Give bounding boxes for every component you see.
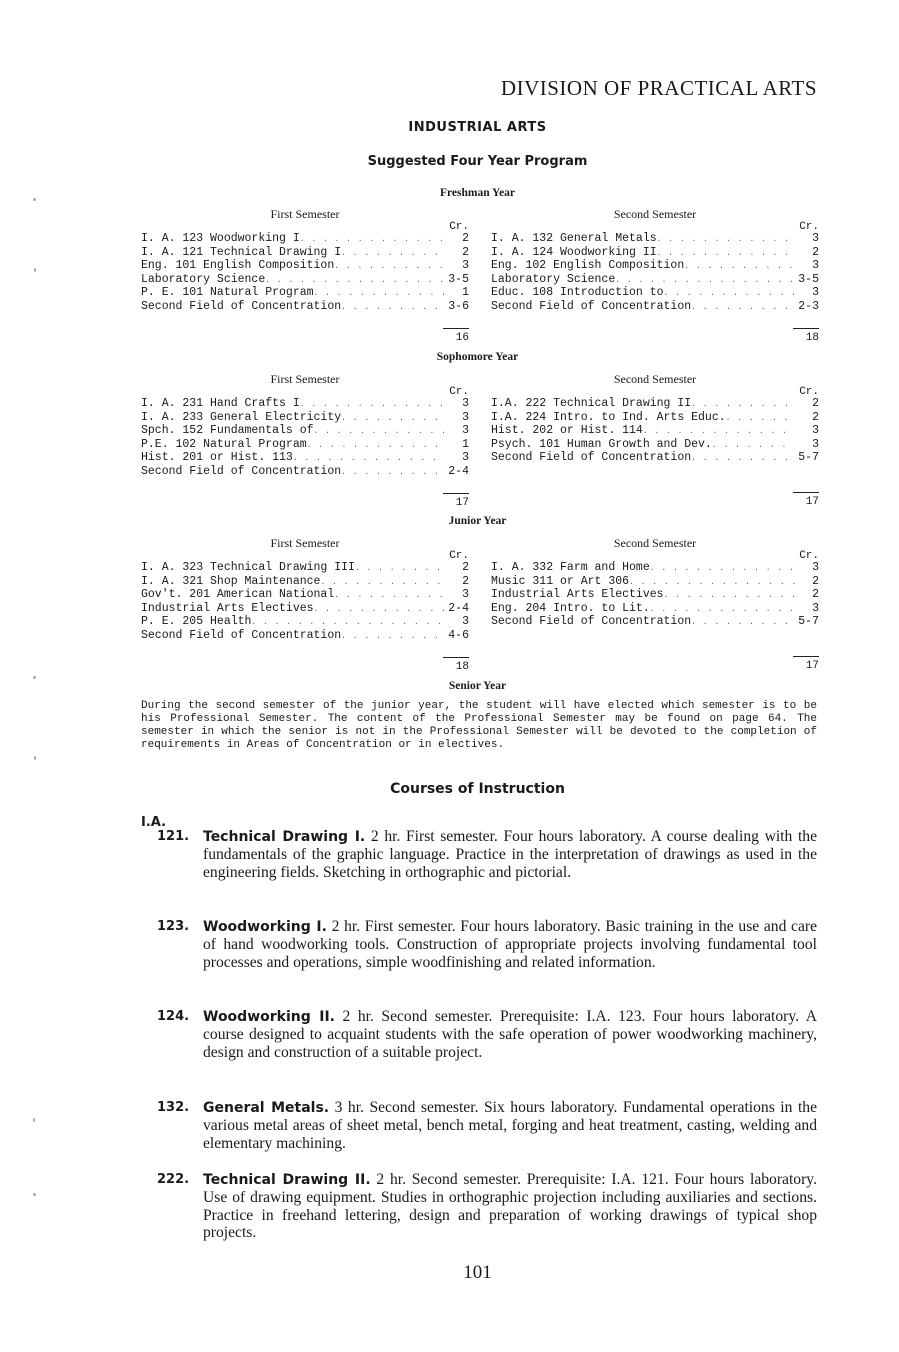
program-course-credits: 2	[812, 410, 819, 424]
semester-total: 18	[805, 331, 819, 344]
semester-heading: First Semester	[270, 536, 340, 550]
leader-dots	[712, 439, 795, 453]
junior-first-semester	[141, 537, 469, 673]
program-course-credits: 3	[462, 397, 469, 410]
junior-year-title: Junior Year	[448, 515, 507, 527]
leader-dots	[265, 274, 445, 288]
program-course-row	[141, 274, 469, 288]
program-course-credits: 3	[812, 259, 819, 273]
program-course-credits: 2	[812, 574, 819, 588]
program-course-name: Second Field of Concentration	[141, 628, 342, 642]
sophomore-second-semester	[491, 373, 819, 509]
sophomore-first-semester	[141, 373, 469, 509]
program-course-name: I. A. 123 Woodworking I	[141, 232, 300, 245]
scan-speck	[33, 676, 36, 679]
program-course-name: Second Field of Concentration	[491, 615, 692, 629]
senior-year-title: Senior Year	[448, 680, 507, 692]
leader-dots	[314, 287, 445, 301]
freshman-first-semester	[141, 208, 469, 344]
program-course-name: Music 311 or Art 306	[491, 574, 630, 588]
course-title: Woodworking I.	[203, 919, 327, 935]
program-course-credits: 3-5	[448, 272, 469, 286]
leader-dots	[726, 412, 795, 426]
course-list	[141, 562, 469, 644]
program-course-credits: 3	[462, 259, 469, 273]
leader-dots	[341, 247, 445, 261]
program-course-credits: 5-7	[798, 451, 819, 465]
course-number: 124.	[157, 1009, 190, 1024]
leader-dots	[341, 466, 445, 480]
leader-dots	[650, 603, 795, 617]
program-course-name: Second Field of Concentration	[141, 299, 342, 313]
semester-total: 17	[455, 496, 469, 509]
program-course-name: I. A. 124 Woodworking II	[491, 245, 657, 259]
program-course-credits: 1	[462, 286, 469, 300]
leader-dots	[341, 412, 445, 426]
program-course-row	[491, 260, 819, 274]
program-course-row	[141, 616, 469, 630]
program-course-name: I. A. 132 General Metals	[491, 232, 657, 245]
course-entry	[141, 1099, 817, 1152]
scan-speck	[34, 268, 36, 272]
freshman-second-semester	[491, 208, 819, 344]
program-course-credits: 3	[812, 601, 819, 615]
program-course-row	[491, 452, 819, 466]
semester-total: 17	[805, 659, 819, 672]
program-course-name: I. A. 231 Hand Crafts I	[141, 397, 300, 410]
course-description: 2 hr. First semester. Four hours laboratory. Basic training in the use and care of hand woodworking tools. Construction of appropriate projects involving fundamental tool processes and operations, simple woodfinishing and related information.	[203, 918, 817, 971]
program-course-credits: 2	[812, 588, 819, 602]
credit-column-label: Cr.	[449, 386, 469, 398]
semester-heading: First Semester	[270, 207, 340, 221]
leader-dots	[300, 233, 445, 247]
program-course-row	[491, 616, 819, 630]
program-course-credits: 2	[462, 232, 469, 245]
semester-heading: Second Semester	[613, 372, 697, 386]
program-course-row	[491, 603, 819, 617]
program-course-name: P. E. 101 Natural Program	[141, 286, 314, 300]
program-course-credits: 2	[462, 574, 469, 588]
division-heading: DIVISION OF PRACTICAL ARTS	[500, 76, 817, 100]
course-number: 132.	[157, 1100, 190, 1115]
sophomore-year-title: Sophomore Year	[436, 351, 519, 363]
program-course-name: Hist. 201 or Hist. 113	[141, 451, 293, 465]
semester-total: 18	[455, 660, 469, 673]
program-course-name: Industrial Arts Electives	[141, 601, 314, 615]
program-course-row	[491, 398, 819, 412]
course-list	[491, 233, 819, 315]
leader-dots	[615, 274, 795, 288]
program-course-row	[491, 425, 819, 439]
program-course-row	[491, 247, 819, 261]
leader-dots	[334, 589, 445, 603]
program-course-name: Laboratory Science	[491, 272, 616, 286]
program-title: Suggested Four Year Program	[367, 154, 588, 169]
leader-dots	[643, 425, 795, 439]
course-description: 2 hr. Second semester. Prerequisite: I.A. 123. Four hours laboratory. A course designed to acquaint students with the safe operation of power woodworking machinery, design and construction of a suitable project.	[203, 1008, 817, 1061]
program-course-credits: 5-7	[798, 615, 819, 629]
program-course-credits: 2	[812, 397, 819, 410]
program-course-credits: 4-6	[448, 628, 469, 642]
leader-dots	[341, 301, 445, 315]
semester-total: 17	[805, 495, 819, 508]
program-course-credits: 2-4	[448, 464, 469, 478]
course-entry	[141, 918, 817, 971]
credit-column-label: Cr.	[449, 221, 469, 233]
program-course-credits: 3	[812, 232, 819, 245]
scan-speck	[33, 198, 36, 201]
leader-dots	[657, 233, 795, 247]
program-course-credits: 3-5	[798, 272, 819, 286]
program-course-name: P.E. 102 Natural Program	[141, 437, 307, 451]
program-course-credits: 3	[462, 588, 469, 602]
leader-dots	[664, 589, 795, 603]
leader-dots	[307, 439, 445, 453]
program-course-row	[491, 562, 819, 576]
senior-year-paragraph: During the second semester of the junior year, the student will have elected which semester is to be his Professional Semester. The content of the Professional Semester may be found on page 64. The semester in which the senior is not in the Professional Semester will be devoted to the completion of requirements in Areas of Concentration or in electives.	[141, 700, 817, 751]
program-course-name: Second Field of Concentration	[141, 464, 342, 478]
program-course-credits: 2	[462, 245, 469, 259]
leader-dots	[341, 630, 445, 644]
program-course-credits: 1	[462, 437, 469, 451]
program-course-name: I. A. 323 Technical Drawing III	[141, 561, 355, 574]
credit-column-label: Cr.	[799, 550, 819, 562]
leader-dots	[684, 260, 795, 274]
program-course-name: Eng. 102 English Composition	[491, 259, 685, 273]
program-course-name: Second Field of Concentration	[491, 451, 692, 465]
program-course-row	[141, 233, 469, 247]
leader-dots	[691, 398, 795, 412]
program-course-row	[491, 412, 819, 426]
program-course-row	[491, 439, 819, 453]
program-course-credits: 3	[812, 561, 819, 574]
program-course-name: Eng. 101 English Composition	[141, 259, 335, 273]
leader-dots	[691, 616, 795, 630]
program-course-name: Second Field of Concentration	[491, 299, 692, 313]
leader-dots	[657, 247, 795, 261]
course-number: 121.	[157, 829, 190, 844]
course-entry	[141, 1008, 817, 1061]
leader-dots	[334, 260, 445, 274]
program-course-name: Spch. 152 Fundamentals of	[141, 424, 314, 438]
leader-dots	[691, 452, 795, 466]
program-course-name: Eng. 204 Intro. to Lit.	[491, 601, 650, 615]
program-course-row	[141, 287, 469, 301]
scan-speck	[34, 756, 36, 760]
course-list	[491, 398, 819, 466]
leader-dots	[355, 562, 445, 576]
program-course-credits: 3-6	[448, 299, 469, 313]
course-prefix: I.A.	[141, 815, 167, 830]
leader-dots	[691, 301, 795, 315]
program-course-row	[141, 260, 469, 274]
semester-heading: First Semester	[270, 372, 340, 386]
program-course-row	[141, 301, 469, 315]
course-number: 222.	[157, 1172, 190, 1187]
course-entry	[141, 828, 817, 881]
program-course-name: Industrial Arts Electives	[491, 588, 664, 602]
program-course-row	[141, 589, 469, 603]
program-course-credits: 3	[462, 410, 469, 424]
credit-column-label: Cr.	[799, 386, 819, 398]
program-course-credits: 3	[462, 451, 469, 465]
program-course-credits: 3	[812, 424, 819, 438]
leader-dots	[251, 616, 445, 630]
program-course-name: I. A. 332 Farm and Home	[491, 561, 650, 574]
leader-dots	[664, 287, 795, 301]
leader-dots	[314, 603, 445, 617]
program-course-credits: 3	[812, 286, 819, 300]
program-course-credits: 2-4	[448, 601, 469, 615]
program-course-row	[491, 301, 819, 315]
program-course-name: I. A. 321 Shop Maintenance	[141, 574, 321, 588]
program-course-row	[491, 274, 819, 288]
page-number: 101	[463, 1262, 492, 1283]
program-course-credits: 3	[462, 615, 469, 629]
section-title: INDUSTRIAL ARTS	[408, 120, 547, 135]
program-course-name: I.A. 222 Technical Drawing II	[491, 397, 692, 410]
program-course-row	[141, 576, 469, 590]
program-course-credits: 2	[812, 245, 819, 259]
leader-dots	[314, 425, 445, 439]
course-title: Technical Drawing I.	[203, 829, 366, 845]
leader-dots	[629, 576, 795, 590]
semester-heading: Second Semester	[613, 536, 697, 550]
program-course-name: P. E. 205 Health	[141, 615, 252, 629]
program-course-name: Educ. 108 Introduction to	[491, 286, 664, 300]
courses-title: Courses of Instruction	[390, 781, 565, 797]
semester-heading: Second Semester	[613, 207, 697, 221]
semester-total: 16	[455, 331, 469, 344]
scan-speck	[33, 1193, 36, 1196]
program-course-name: Psych. 101 Human Growth and Dev.	[491, 437, 712, 451]
program-course-row	[491, 576, 819, 590]
course-description: 2 hr. First semester. Four hours laboratory. A course dealing with the fundamentals of the graphic language. Practice in the interpretation of drawings as used in the engineering fields. Sketching in orthographic and pictorial.	[203, 828, 817, 881]
program-course-row	[491, 589, 819, 603]
course-description: 2 hr. Second semester. Prerequisite: I.A. 121. Four hours laboratory. Use of drawing equipment. Studies in orthographic projection including auxiliaries and sections. Practice in freehand lettering, design and preparation of working drawings of typical shop projects.	[203, 1171, 817, 1242]
course-title: Woodworking II.	[203, 1009, 335, 1025]
course-number: 123.	[157, 919, 190, 934]
freshman-year-title: Freshman Year	[439, 187, 516, 199]
scan-speck	[33, 1118, 35, 1122]
leader-dots	[320, 576, 445, 590]
program-course-row	[141, 425, 469, 439]
program-course-credits: 2	[462, 561, 469, 574]
course-list	[491, 562, 819, 630]
course-list	[141, 233, 469, 315]
leader-dots	[300, 398, 445, 412]
course-title: General Metals.	[203, 1100, 330, 1116]
program-course-credits: 3	[812, 437, 819, 451]
course-list	[141, 398, 469, 480]
program-course-row	[141, 412, 469, 426]
program-course-row	[141, 452, 469, 466]
credit-column-label: Cr.	[799, 221, 819, 233]
program-course-name: Hist. 202 or Hist. 114	[491, 424, 643, 438]
program-course-name: Laboratory Science	[141, 272, 266, 286]
course-entry	[141, 1171, 817, 1242]
program-course-name: I. A. 233 General Electricity	[141, 410, 342, 424]
course-title: Technical Drawing II.	[203, 1172, 371, 1188]
program-course-name: I. A. 121 Technical Drawing I	[141, 245, 342, 259]
program-course-credits: 3	[462, 424, 469, 438]
program-course-row	[141, 439, 469, 453]
program-course-row	[141, 398, 469, 412]
program-course-row	[491, 287, 819, 301]
program-course-row	[141, 466, 469, 480]
program-course-row	[141, 562, 469, 576]
course-description: 3 hr. Second semester. Six hours laboratory. Fundamental operations in the various metal areas of sheet metal, bench metal, forging and heat treatment, casting, welding and elementary machining.	[203, 1099, 817, 1152]
program-course-row	[141, 247, 469, 261]
junior-second-semester	[491, 537, 819, 673]
program-course-row	[141, 630, 469, 644]
leader-dots	[650, 562, 795, 576]
leader-dots	[293, 452, 445, 466]
program-course-row	[141, 603, 469, 617]
program-course-row	[491, 233, 819, 247]
program-course-credits: 2-3	[798, 299, 819, 313]
program-course-name: I.A. 224 Intro. to Ind. Arts Educ.	[491, 410, 726, 424]
program-course-name: Gov't. 201 American National	[141, 588, 335, 602]
credit-column-label: Cr.	[449, 550, 469, 562]
